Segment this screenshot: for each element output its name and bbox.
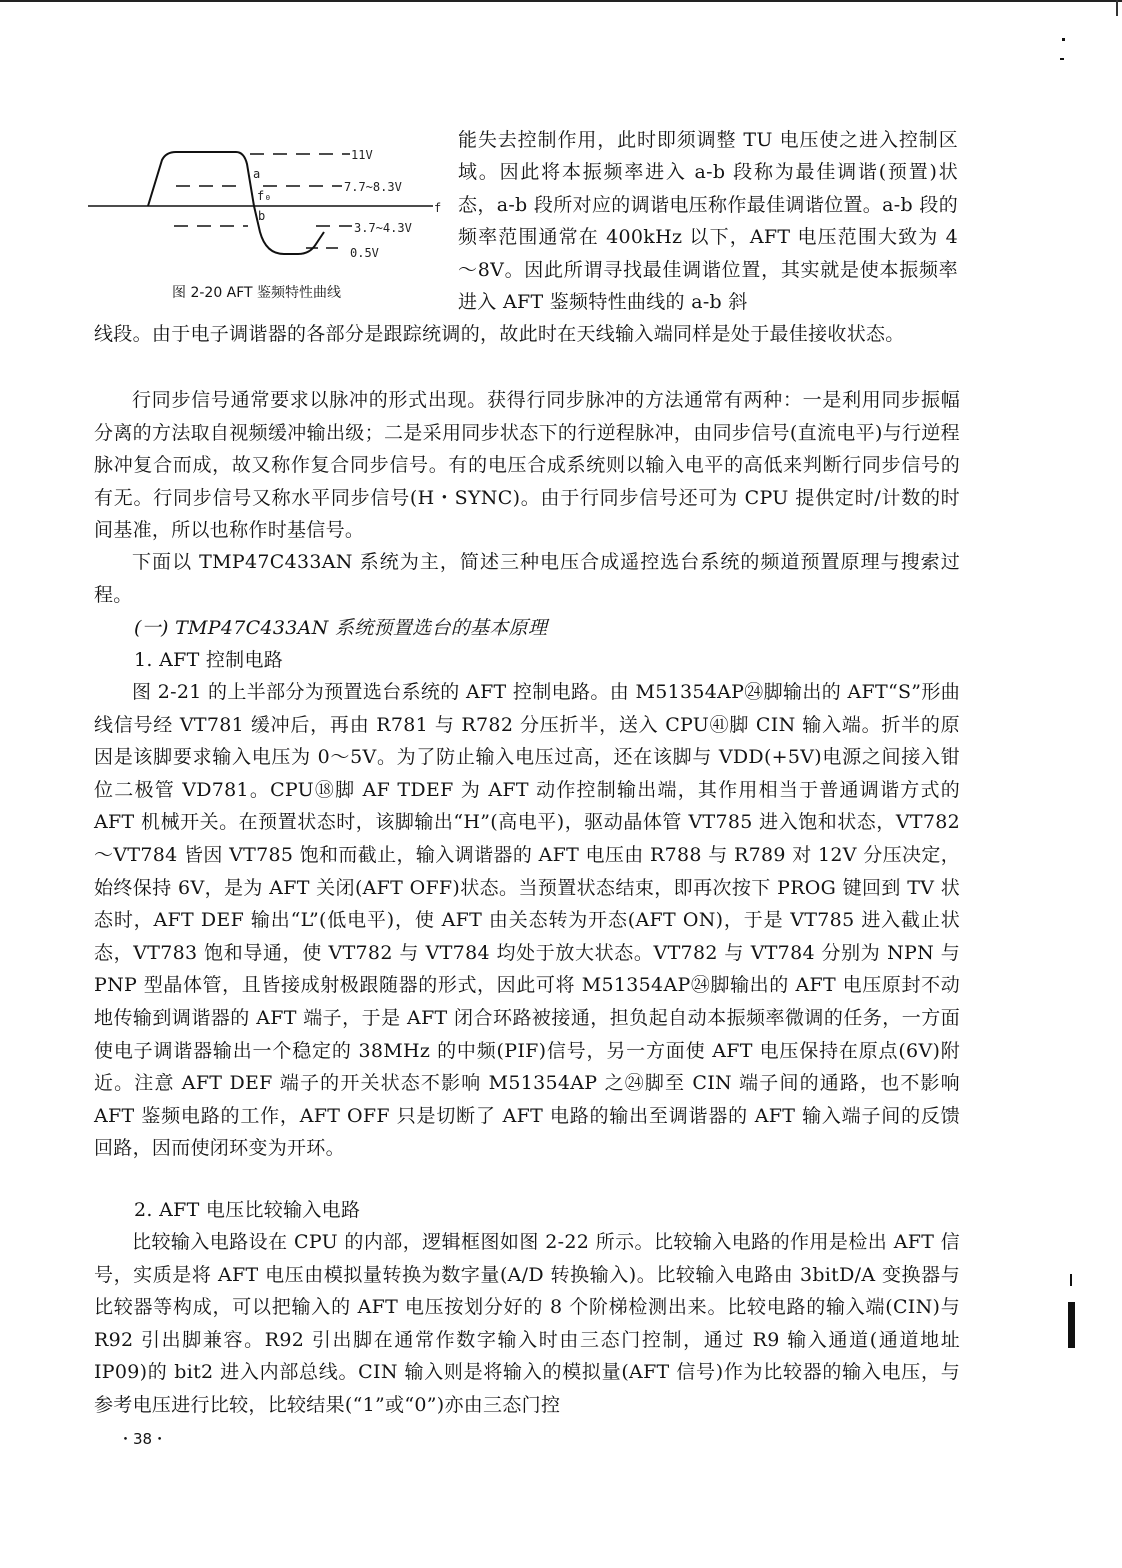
scan-edge-top xyxy=(0,0,1122,2)
section-heading: (一) TMP47C433AN 系统预置选台的基本原理 xyxy=(134,617,548,639)
paragraph-aft-compare: 比较输入电路设在 CPU 的内部，逻辑框图如图 2-22 所示。比较输入电路的作用是检出 AFT 信号，实质是将 AFT 电压由模拟量转换为数字量(A/D 转换输入)。比较输入电路由 3bitD/A 变换器与比较器等构成，可以把输入的 AFT 电压按划分好的 8 个阶梯检测出来。比较电路的输入端(CIN)与 R92 引出脚兼容。R92 引出脚在通常作数字输入时由三态门控制，通过 R9 输入通道(通道地址 IP09)的 bit2 进入内部总线。CIN 输入则是将输入的模拟量(AFT 信号)作为比较器的输入电压，与参考电压进行比较，比较结果(“1”或“0”)亦由三态门控 xyxy=(94,1231,960,1416)
figure-caption: 图 2-20 AFT 鉴频特性曲线 xyxy=(172,285,342,301)
aft-curve-figure xyxy=(88,136,448,306)
subsection-heading-1: 1. AFT 控制电路 xyxy=(134,649,284,671)
label-a: a xyxy=(253,167,261,181)
margin-scan-dot-2 xyxy=(1060,58,1064,60)
label-f0: f₀ xyxy=(257,189,272,203)
paragraph-aft-control: 图 2-21 的上半部分为预置选台系统的 AFT 控制电路。由 M51354AP㉔脚输出的 AFT“S”形曲线信号经 VT781 缓冲后，再由 R781 与 R782 分压折半，送入 CPU㊶脚 CIN 输入端。折半的原因是该脚要求输入电压为 0～5V。为了防止输入电压过高，还在该脚与 VDD(+5V)电源之间接入钳位二极管 VD781。CPU⑱脚 AF TDEF 为 AFT 动作控制输出端，其作用相当于普通调谐方式的 AFT 机械开关。在预置状态时，该脚输出“H”(高电平)，驱动晶体管 VT785 进入饱和状态，VT782～VT784 皆因 VT785 饱和而截止，输入调谐器的 AFT 电压由 R788 与 R789 对 12V 分压决定，始终保持 6V，是为 AFT 关闭(AFT OFF)状态。当预置状态结束，即再次按下 PROG 键回到 TV 状态时，AFT DEF 输出“L”(低电平)，使 AFT 由关态转为开态(AFT ON)，于是 VT785 进入截止状态，VT783 饱和导通，使 VT782 与 VT784 均处于放大状态。VT782 与 VT784 分别为 NPN 与 PNP 型晶体管，且皆接成射极跟随器的形式，因此可将 M51354AP㉔脚输出的 AFT 电压原封不动地传输到调谐器的 AFT 端子，于是 AFT 闭合环路被接通，担负起自动本振频率微调的任务，一方面使电子调谐器输出一个稳定的 38MHz 的中频(PIF)信号，另一方面使 AFT 电压保持在原点(6V)附近。注意 AFT DEF 端子的开关状态不影响 M51354AP 之㉔脚至 CIN 端子间的通路，也不影响 AFT 鉴频电路的工作，AFT OFF 只是切断了 AFT 电路的输出至调谐器的 AFT 输入端子间的反馈回路，因而使闭环变为开环。 xyxy=(94,681,960,1160)
label-05v: 0.5V xyxy=(350,246,379,260)
margin-scan-dot-1 xyxy=(1062,38,1065,41)
aft-curve-diagram xyxy=(88,136,448,286)
page-number: ・38・ xyxy=(118,1430,168,1448)
subsection-heading-2: 2. AFT 电压比较输入电路 xyxy=(134,1199,361,1221)
label-11v: 11V xyxy=(351,148,373,162)
continuation-paragraph: 线段。由于电子调谐器的各部分是跟踪统调的，故此时在天线输入端同样是处于最佳接收状态。 xyxy=(94,323,905,345)
label-b: b xyxy=(258,209,266,223)
paragraph-intro: 下面以 TMP47C433AN 系统为主，简述三种电压合成遥控选台系统的频道预置原理与搜索过程。 xyxy=(94,551,960,606)
label-f: f xyxy=(434,201,442,215)
margin-scan-speck xyxy=(1070,1274,1072,1286)
scan-edge-right xyxy=(1116,0,1118,16)
paragraph-line-sync: 行同步信号通常要求以脉冲的形式出现。获得行同步脉冲的方法通常有两种：一是利用同步振幅分离的方法取自视频缓冲输出级；二是采用同步状态下的行逆程脉冲，由同步信号(直流电平)与行逆程脉冲复合而成，故又称作复合同步信号。有的电压合成系统则以输入电平的高低来判断行同步信号的有无。行同步信号又称水平同步信号(H・SYNC)。由于行同步信号还可为 CPU 提供定时/计数的时间基准，所以也称作时基信号。 xyxy=(94,389,960,542)
label-7v: 7.7~8.3V xyxy=(344,180,402,194)
label-3v: 3.7~4.3V xyxy=(354,221,412,235)
top-right-paragraph: 能失去控制作用，此时即须调整 TU 电压使之进入控制区域。因此将本振频率进入 a-b 段称为最佳调谐(预置)状态，a-b 段所对应的调谐电压称作最佳调谐位置。a-b 段的频率范围通常在 400kHz 以下，AFT 电压范围大致为 4～8V。因此所谓寻找最佳调谐位置，其实就是使本振频率进入 AFT 鉴频特性曲线的 a-b 斜 xyxy=(458,129,958,314)
aft-s-curve xyxy=(148,152,324,254)
margin-scan-mark xyxy=(1068,1302,1075,1348)
